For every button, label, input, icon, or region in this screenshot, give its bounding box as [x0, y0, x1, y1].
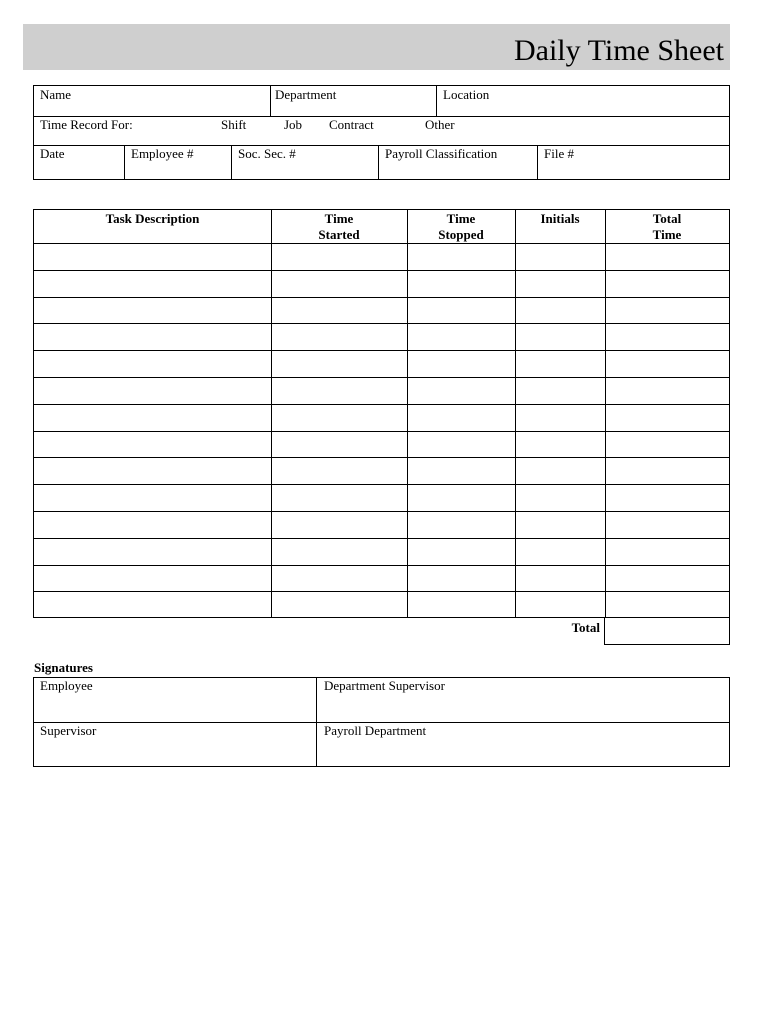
- time-stopped-header: Time Stopped: [438, 211, 484, 242]
- department-supervisor-signature-field[interactable]: Department Supervisor: [324, 678, 445, 693]
- title-bar: [23, 24, 730, 70]
- table-row[interactable]: [34, 350, 729, 351]
- file-no-field[interactable]: File #: [544, 146, 574, 161]
- job-option[interactable]: Job: [284, 117, 303, 132]
- signatures-block: [33, 677, 730, 767]
- info-divider-1: [34, 116, 729, 117]
- table-row[interactable]: [34, 297, 729, 298]
- table-row[interactable]: [34, 270, 729, 271]
- col-divider: [605, 210, 606, 617]
- page-title: Daily Time Sheet: [513, 34, 724, 67]
- contract-option[interactable]: Contract: [329, 117, 374, 132]
- table-row[interactable]: [34, 431, 729, 432]
- time-record-for-label: Time Record For:: [40, 117, 133, 132]
- initials-header: Initials: [540, 211, 580, 226]
- table-row[interactable]: [34, 243, 729, 244]
- total-time-header: Total Time: [652, 211, 682, 242]
- soc-sec-field[interactable]: Soc. Sec. #: [238, 146, 296, 161]
- employee-no-field[interactable]: Employee #: [131, 146, 194, 161]
- info-vline: [537, 145, 538, 180]
- other-option[interactable]: Other: [425, 117, 455, 132]
- table-row[interactable]: [34, 565, 729, 566]
- info-vline: [378, 145, 379, 180]
- task-description-header: Task Description: [105, 211, 200, 226]
- signatures-col-divider: [316, 678, 317, 766]
- total-time-field[interactable]: [604, 617, 730, 645]
- table-row[interactable]: [34, 377, 729, 378]
- signatures-title: Signatures: [34, 660, 93, 675]
- table-row[interactable]: [34, 457, 729, 458]
- info-vline: [436, 86, 437, 116]
- time-started-header: Time Started: [318, 211, 360, 242]
- col-divider: [407, 210, 408, 617]
- supervisor-signature-field[interactable]: Supervisor: [40, 723, 97, 738]
- employee-signature-field[interactable]: Employee: [40, 678, 93, 693]
- table-row[interactable]: [34, 484, 729, 485]
- payroll-classification-field[interactable]: Payroll Classification: [385, 146, 498, 161]
- total-label: Total: [571, 620, 600, 635]
- table-row[interactable]: [34, 511, 729, 512]
- date-field[interactable]: Date: [40, 146, 65, 161]
- task-table: [33, 209, 730, 618]
- table-row[interactable]: [34, 591, 729, 592]
- location-field[interactable]: Location: [443, 87, 490, 102]
- table-row[interactable]: [34, 538, 729, 539]
- payroll-department-signature-field[interactable]: Payroll Department: [324, 723, 427, 738]
- col-divider: [271, 210, 272, 617]
- col-divider: [515, 210, 516, 617]
- table-row[interactable]: [34, 404, 729, 405]
- table-row[interactable]: [34, 323, 729, 324]
- info-vline: [124, 145, 125, 180]
- info-vline: [270, 86, 271, 116]
- shift-option[interactable]: Shift: [221, 117, 247, 132]
- info-block: [33, 85, 730, 180]
- name-field[interactable]: Name: [40, 87, 72, 102]
- info-vline: [231, 145, 232, 180]
- department-field[interactable]: Department: [275, 87, 337, 102]
